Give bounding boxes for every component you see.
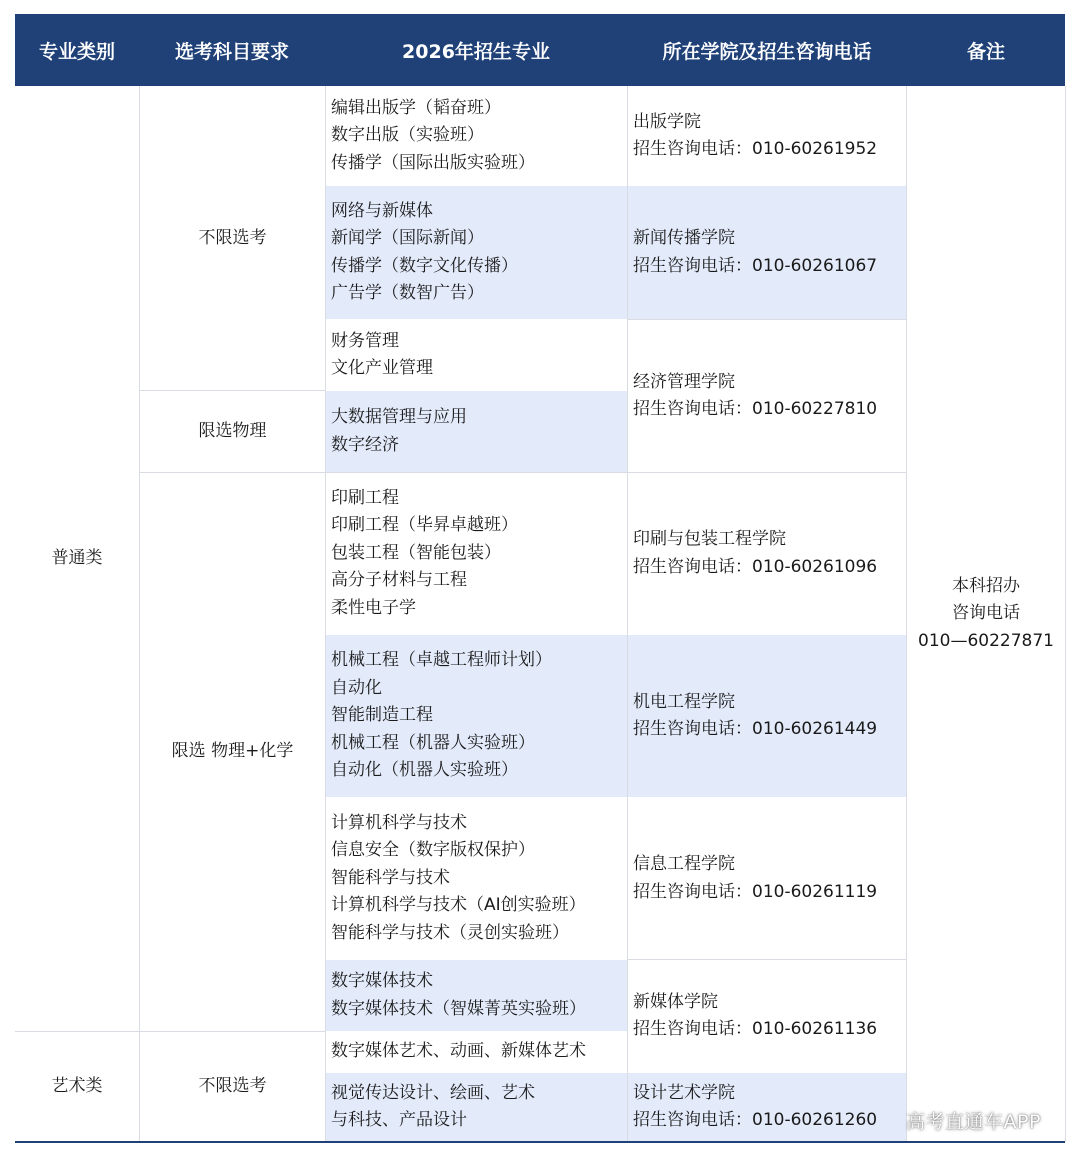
- requirement-physics-chemistry: 限选 物理+化学: [171, 741, 294, 762]
- row-divider: [627, 959, 906, 960]
- majors-publishing: [325, 87, 627, 185]
- college-phone: 招生咨询电话：010-60261952: [633, 139, 878, 159]
- column-divider: [325, 86, 326, 1142]
- list-item: 数字媒体技术: [331, 971, 433, 991]
- category-general: 普通类: [51, 548, 103, 569]
- remark-line: 咨询电话: [951, 603, 1020, 624]
- list-item: 印刷工程: [331, 487, 399, 508]
- list-item: 数字出版（实验班）: [331, 125, 484, 146]
- column-divider: [627, 86, 628, 1142]
- list-item: 包装工程（智能包装）: [331, 542, 501, 563]
- header-college: 所在学院及招生咨询电话: [627, 14, 907, 86]
- college-name: 经济管理学院: [633, 371, 735, 392]
- college-publishing: [627, 87, 907, 185]
- remark-line: 010—60227871: [918, 630, 1054, 651]
- requirement-art-none: 不限选考: [198, 1075, 267, 1096]
- watermark: 高考直通车APP: [906, 1111, 1041, 1133]
- category-art: 艺术类: [51, 1075, 103, 1096]
- list-item: 智能科学与技术: [331, 867, 450, 888]
- header-category: 专业类别: [15, 14, 139, 86]
- list-item: 机械工程（机器人实验班）: [331, 732, 535, 753]
- college-economics: [627, 320, 907, 472]
- college-phone: 招生咨询电话：010-60227810: [633, 399, 878, 419]
- majors-printing: [325, 473, 627, 634]
- college-phone: 招生咨询电话：010-60261136: [633, 1019, 878, 1039]
- list-item: 广告学（数智广告）: [331, 283, 484, 303]
- majors-economics-a: [325, 320, 627, 390]
- remark: [907, 87, 1065, 1141]
- list-item: 数字经济: [331, 434, 399, 455]
- list-item: 柔性电子学: [331, 597, 416, 618]
- row-divider: [627, 319, 906, 320]
- list-item: 机械工程（卓越工程师计划）: [331, 650, 552, 671]
- college-printing: [627, 473, 907, 634]
- header-remark: 备注: [907, 14, 1065, 86]
- list-item: 计算机科学与技术（AI创实验班）: [331, 895, 586, 916]
- college-name: 设计艺术学院: [633, 1082, 735, 1103]
- college-name: 新媒体学院: [633, 991, 718, 1012]
- college-news: [627, 186, 907, 319]
- list-item: 传播学（国际出版实验班）: [331, 152, 535, 173]
- list-item: 编辑出版学（韬奋班）: [331, 97, 501, 118]
- list-item: 视觉传达设计、绘画、艺术: [331, 1082, 535, 1103]
- college-phone: 招生咨询电话：010-60261449: [633, 719, 878, 739]
- header-majors: 2026年招生专业: [325, 14, 627, 86]
- list-item: 智能制造工程: [331, 705, 433, 726]
- college-phone: 招生咨询电话：010-60261096: [633, 556, 878, 577]
- list-item: 数字媒体技术（智媒菁英实验班）: [331, 998, 586, 1019]
- requirement-physics: 限选物理: [198, 420, 267, 441]
- list-item: 高分子材料与工程: [331, 570, 467, 591]
- table-border-right: [1065, 86, 1066, 1142]
- college-name: 印刷与包装工程学院: [633, 529, 786, 549]
- majors-information: [325, 798, 627, 959]
- college-information: [627, 798, 907, 959]
- majors-design: [325, 1073, 627, 1141]
- list-item: 信息安全（数字版权保护）: [331, 840, 535, 861]
- college-phone: 招生咨询电话：010-60261119: [633, 881, 878, 902]
- row-divider: [15, 1031, 325, 1032]
- table-bottom-rule: [15, 1141, 1065, 1143]
- list-item: 智能科学与技术（灵创实验班）: [331, 922, 569, 943]
- majors-mechanical: [325, 635, 627, 797]
- list-item: 网络与新媒体: [331, 200, 433, 221]
- list-item: 新闻学（国际新闻）: [331, 228, 484, 248]
- requirement-none: 不限选考: [198, 227, 267, 248]
- list-item: 文化产业管理: [331, 358, 433, 378]
- majors-economics-b: [325, 391, 627, 472]
- college-name: 机电工程学院: [633, 691, 735, 712]
- college-name: 出版学院: [633, 111, 701, 132]
- column-divider: [906, 86, 907, 1142]
- list-item: 自动化: [331, 677, 382, 698]
- header-requirement: 选考科目要求: [139, 14, 325, 86]
- row-divider: [140, 472, 906, 473]
- college-phone: 招生咨询电话：010-60261260: [633, 1110, 878, 1130]
- college-phone: 招生咨询电话：010-60261067: [633, 255, 878, 276]
- list-item: 大数据管理与应用: [331, 407, 467, 427]
- college-name: 新闻传播学院: [633, 228, 735, 248]
- list-item: 传播学（数字文化传播）: [331, 255, 518, 276]
- list-item: 自动化（机器人实验班）: [331, 760, 518, 781]
- college-new-media: [627, 960, 907, 1072]
- college-design: [627, 1073, 907, 1141]
- list-item: 与科技、产品设计: [331, 1110, 467, 1130]
- list-item: 数字媒体艺术、动画、新媒体艺术: [331, 1041, 586, 1062]
- list-item: 计算机科学与技术: [331, 812, 467, 833]
- column-divider: [139, 86, 140, 1142]
- college-mechanical: [627, 635, 907, 797]
- majors-news: [325, 186, 627, 319]
- majors-media-tech: [325, 960, 627, 1031]
- list-item: 财务管理: [331, 330, 399, 351]
- list-item: 印刷工程（毕昇卓越班）: [331, 515, 518, 536]
- majors-media-art: [325, 1032, 627, 1072]
- row-divider: [140, 390, 325, 391]
- college-name: 信息工程学院: [633, 854, 735, 874]
- remark-line: 本科招办: [951, 575, 1020, 596]
